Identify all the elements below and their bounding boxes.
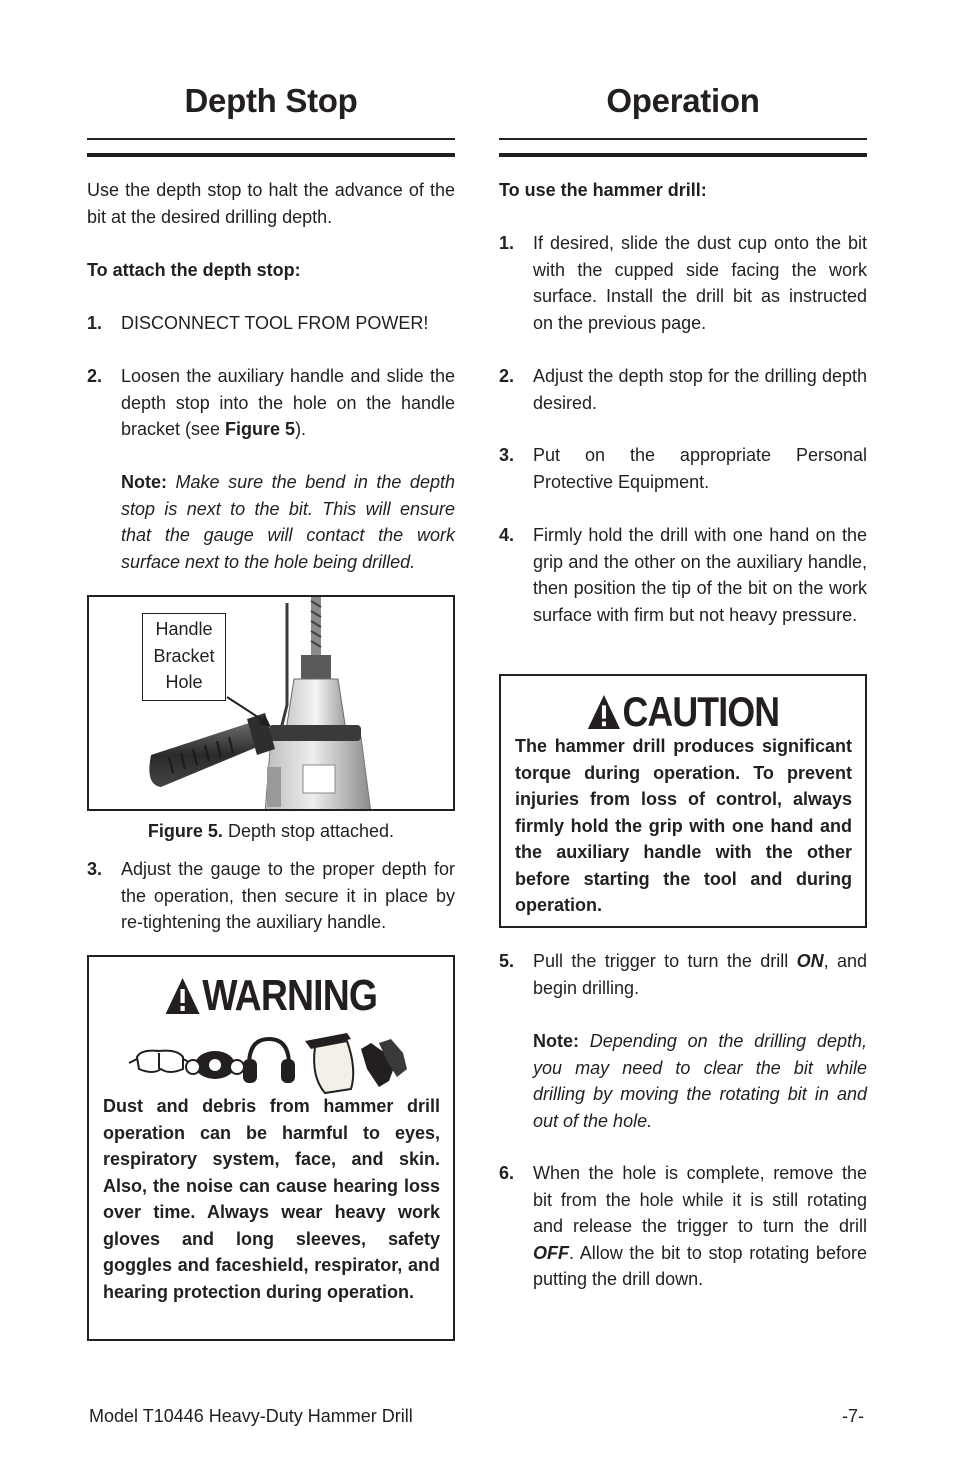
step-number: 4. <box>499 525 515 545</box>
warning-triangle-icon <box>587 694 621 730</box>
attach-step-3 <box>87 856 455 936</box>
figure-5-caption: Figure 5. Depth stop attached. <box>147 821 395 841</box>
on-emphasis: ON <box>796 951 824 971</box>
title-rule-thin <box>87 138 455 140</box>
section-title-depth-stop: Depth Stop <box>184 82 358 119</box>
depth-stop-note <box>121 469 455 575</box>
respirator-icon <box>186 1051 244 1079</box>
step-number: 3. <box>499 445 515 465</box>
caution-title: CAUTION <box>622 688 780 735</box>
step-text: Adjust the depth stop for the drilling depth desired. <box>533 366 867 413</box>
operation-step-3 <box>499 442 867 495</box>
warning-triangle-icon <box>165 977 201 1015</box>
step-number: 2. <box>499 366 515 386</box>
step-number: 1. <box>87 313 103 333</box>
attach-step-2 <box>87 363 455 443</box>
hearing-protection-icon <box>243 1039 295 1083</box>
warning-box <box>87 955 455 1341</box>
drill-bit-icon <box>311 597 321 657</box>
step-number: 1. <box>499 233 515 253</box>
step-text: If desired, slide the dust cup onto the bit with the cupped side facing the work surface. Install the drill bit as instructed on the previous page. <box>533 233 867 333</box>
figure-reference: Figure 5 <box>225 419 296 439</box>
title-rule-thick <box>87 153 455 157</box>
depth-stop-intro: Use the depth stop to halt the advance of the bit at the desired drilling depth. <box>87 180 455 227</box>
operation-step-1 <box>499 230 867 336</box>
drilling-note <box>533 1028 867 1134</box>
figure-5-photo <box>87 595 455 811</box>
ppe-icons-row <box>89 1029 453 1095</box>
step-text: Adjust the gauge to the proper depth for the operation, then secure it in place by re-tightening the auxiliary handle. <box>121 859 455 932</box>
attach-subhead: To attach the depth stop: <box>87 260 301 280</box>
caution-box <box>499 674 867 928</box>
operation-step-2 <box>499 363 867 416</box>
depth-stop-rod <box>279 603 287 737</box>
note-label: Note: <box>121 472 167 492</box>
caution-text: The hammer drill produces significant torque during operation. To prevent injuries from loss of control, always firmly hold the grip with one hand and the auxiliary handle with the other before starting the tool and during operation. <box>515 736 852 915</box>
step-text: Firmly hold the drill with one hand on the grip and the other on the auxiliary handle, then position the tip of the bit on the work surface with firm but not heavy pressure. <box>533 525 867 625</box>
title-rule-thin <box>499 138 867 140</box>
step-number: 3. <box>87 859 103 879</box>
section-title-operation: Operation <box>606 82 760 119</box>
footer-model: Model T10446 Heavy-Duty Hammer Drill <box>89 1406 413 1426</box>
operation-step-6 <box>499 1160 867 1293</box>
step-number: 6. <box>499 1163 515 1183</box>
operation-subhead: To use the hammer drill: <box>499 180 707 200</box>
note-label: Note: <box>533 1031 579 1051</box>
footer-page-number: -7- <box>842 1406 864 1426</box>
step-text: Put on the appropriate Personal Protective Equipment. <box>533 445 867 492</box>
step-number: 5. <box>499 951 515 971</box>
auxiliary-handle <box>149 713 275 787</box>
step-text: When the hole is complete, remove the bit from the hole while it is still rotating and release the trigger to turn the drill OFF. Allow the bit to stop rotating before putting the drill down. <box>533 1163 867 1289</box>
faceshield-icon <box>305 1033 353 1093</box>
step-text: DISCONNECT TOOL FROM POWER! <box>121 313 429 333</box>
step-text: Loosen the auxiliary handle and slide the depth stop into the hole on the handle bracket (see Figure 5). <box>121 366 455 439</box>
operation-step-4 <box>499 522 867 628</box>
warning-title: WARNING <box>202 971 378 1020</box>
operation-step-5 <box>499 948 867 1001</box>
step-text: Pull the trigger to turn the drill ON, and begin drilling. <box>533 951 867 998</box>
title-rule-thick <box>499 153 867 157</box>
gloves-icon <box>361 1039 407 1087</box>
callout-handle-bracket-hole: Handle Bracket Hole <box>142 613 226 701</box>
warning-header <box>116 963 425 1029</box>
safety-goggles-icon <box>129 1051 191 1072</box>
off-emphasis: OFF <box>533 1242 569 1263</box>
attach-step-1 <box>87 310 455 337</box>
step-number: 2. <box>87 366 103 386</box>
note-text: Make sure the bend in the depth stop is next to the bit. This will ensure that the gauge will contact the work surface next to the hole being drilled. <box>121 472 455 572</box>
warning-text: Dust and debris from hammer drill operation can be harmful to eyes, respiratory system, face, and skin. Also, the noise can cause hearing loss over time. Always wear heavy work gloves and long sleeves, safety goggles and faceshield, respirator, and hearing protection during operation. <box>103 1096 440 1302</box>
note-text: Depending on the drilling depth, you may need to clear the bit while drilling by moving the rotating bit in and out of the hole. <box>533 1031 867 1131</box>
caution-header <box>528 684 837 740</box>
